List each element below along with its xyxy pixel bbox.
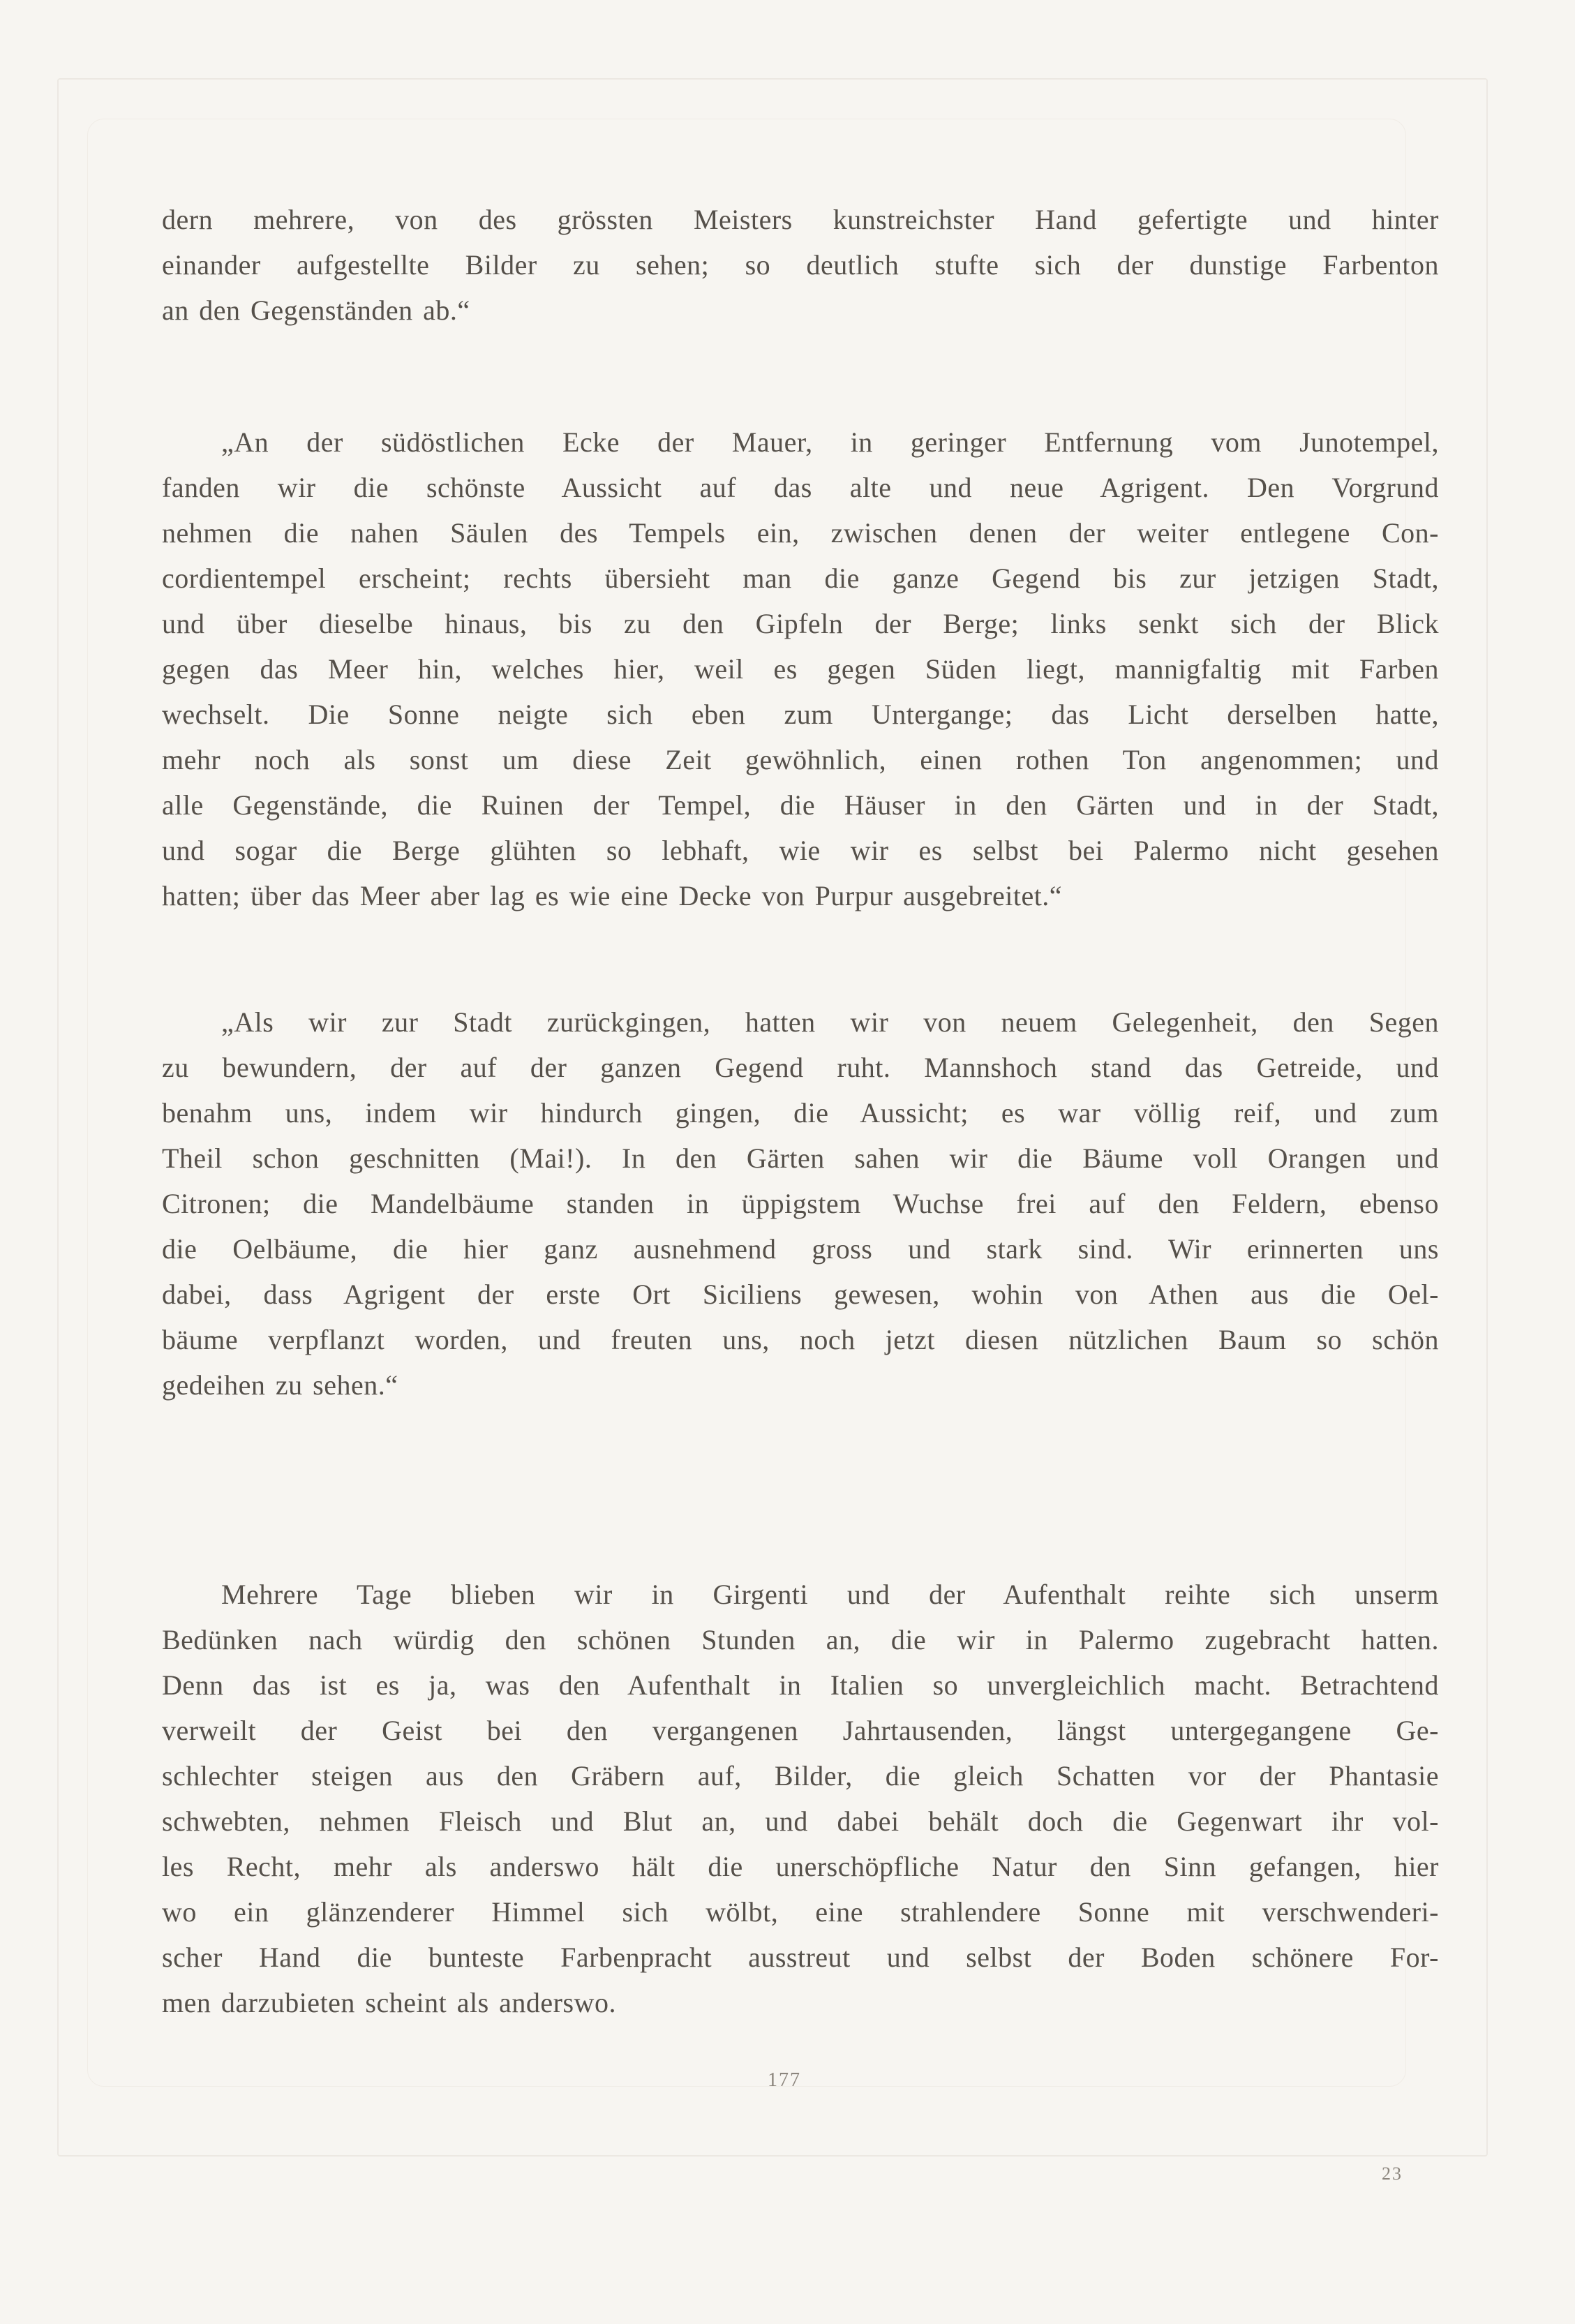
text-line: schlechter steigen aus den Gräbern auf, Bilder, die gleich Schatten vor der Phantasie — [162, 1760, 1439, 1792]
text-line: men darzubieten scheint als anderswo. — [162, 1987, 616, 2018]
text-line: Citronen; die Mandelbäume standen in üppigstem Wuchse frei auf den Feldern, ebenso — [162, 1188, 1439, 1219]
paragraph-4 — [162, 1572, 1439, 2025]
text-line: fanden wir die schönste Aussicht auf das alte und neue Agrigent. Den Vorgrund — [162, 472, 1439, 503]
paragraph-1 — [162, 197, 1439, 333]
text-line: wechselt. Die Sonne neigte sich eben zum Untergange; das Licht derselben hatte, — [162, 699, 1439, 730]
text-line: an den Gegenständen ab.“ — [162, 295, 470, 326]
text-line: cordientempel erscheint; rechts übersieht man die ganze Gegend bis zur jetzigen Stadt, — [162, 563, 1439, 594]
text-line: „Als wir zur Stadt zurückgingen, hatten wir von neuem Gelegenheit, den Segen — [221, 1006, 1439, 1038]
text-line: bäume verpflanzt worden, und freuten uns, noch jetzt diesen nützlichen Baum so schön — [162, 1324, 1439, 1355]
text-line: „An der südöstlichen Ecke der Mauer, in geringer Entfernung vom Junotempel, — [221, 426, 1439, 458]
text-line: hatten; über das Meer aber lag es wie eine Decke von Purpur ausgebreitet.“ — [162, 880, 1063, 911]
text-line: und über dieselbe hinaus, bis zu den Gipfeln der Berge; links senkt sich der Blick — [162, 608, 1439, 639]
text-line: mehr noch als sonst um diese Zeit gewöhnlich, einen rothen Ton angenommen; und — [162, 744, 1439, 775]
text-line: wo ein glänzenderer Himmel sich wölbt, eine strahlendere Sonne mit verschwenderi- — [162, 1896, 1439, 1928]
text-line: alle Gegenstände, die Ruinen der Tempel, die Häuser in den Gärten und in der Stadt, — [162, 789, 1439, 821]
text-line: und sogar die Berge glühten so lebhaft, wie wir es selbst bei Palermo nicht gesehen — [162, 835, 1439, 866]
paragraph-2 — [162, 419, 1439, 918]
text-line: zu bewundern, der auf der ganzen Gegend ruht. Mannshoch stand das Getreide, und — [162, 1052, 1439, 1083]
page-number: 177 — [768, 2069, 801, 2091]
text-line: Bedünken nach würdig den schönen Stunden an, die wir in Palermo zugebracht hatten. — [162, 1624, 1439, 1655]
text-line: scher Hand die bunteste Farbenpracht ausstreut und selbst der Boden schönere For- — [162, 1942, 1439, 1973]
text-line: Mehrere Tage blieben wir in Girgenti und der Aufenthalt reihte sich unserm — [221, 1579, 1439, 1610]
text-line: gegen das Meer hin, welches hier, weil es gegen Süden liegt, mannigfaltig mit Farben — [162, 653, 1439, 685]
text-line: nehmen die nahen Säulen des Tempels ein, zwischen denen der weiter entlegene Con- — [162, 517, 1439, 549]
text-line: die Oelbäume, die hier ganz ausnehmend gross und stark sind. Wir erinnerten uns — [162, 1233, 1439, 1265]
text-line: benahm uns, indem wir hindurch gingen, die Aussicht; es war völlig reif, und zum — [162, 1097, 1439, 1129]
text-line: verweilt der Geist bei den vergangenen Jahrtausenden, längst untergegangene Ge- — [162, 1715, 1439, 1746]
text-line: einander aufgestellte Bilder zu sehen; so deutlich stufte sich der dunstige Farbenton — [162, 249, 1439, 281]
text-line: Denn das ist es ja, was den Aufenthalt in Italien so unvergleichlich macht. Betrachtend — [162, 1669, 1439, 1701]
text-line: schwebten, nehmen Fleisch und Blut an, und dabei behält doch die Gegenwart ihr vol- — [162, 1805, 1439, 1837]
sheet-number: 23 — [1382, 2163, 1403, 2184]
text-line: les Recht, mehr als anderswo hält die unerschöpfliche Natur den Sinn gefangen, hier — [162, 1851, 1439, 1882]
text-line: gedeihen zu sehen.“ — [162, 1369, 398, 1401]
text-line: dern mehrere, von des grössten Meisters kunstreichster Hand gefertigte und hinter — [162, 204, 1439, 235]
text-line: dabei, dass Agrigent der erste Ort Siciliens gewesen, wohin von Athen aus die Oel- — [162, 1279, 1439, 1310]
paragraph-3 — [162, 999, 1439, 1408]
text-line: Theil schon geschnitten (Mai!). In den Gärten sahen wir die Bäume voll Orangen und — [162, 1142, 1439, 1174]
